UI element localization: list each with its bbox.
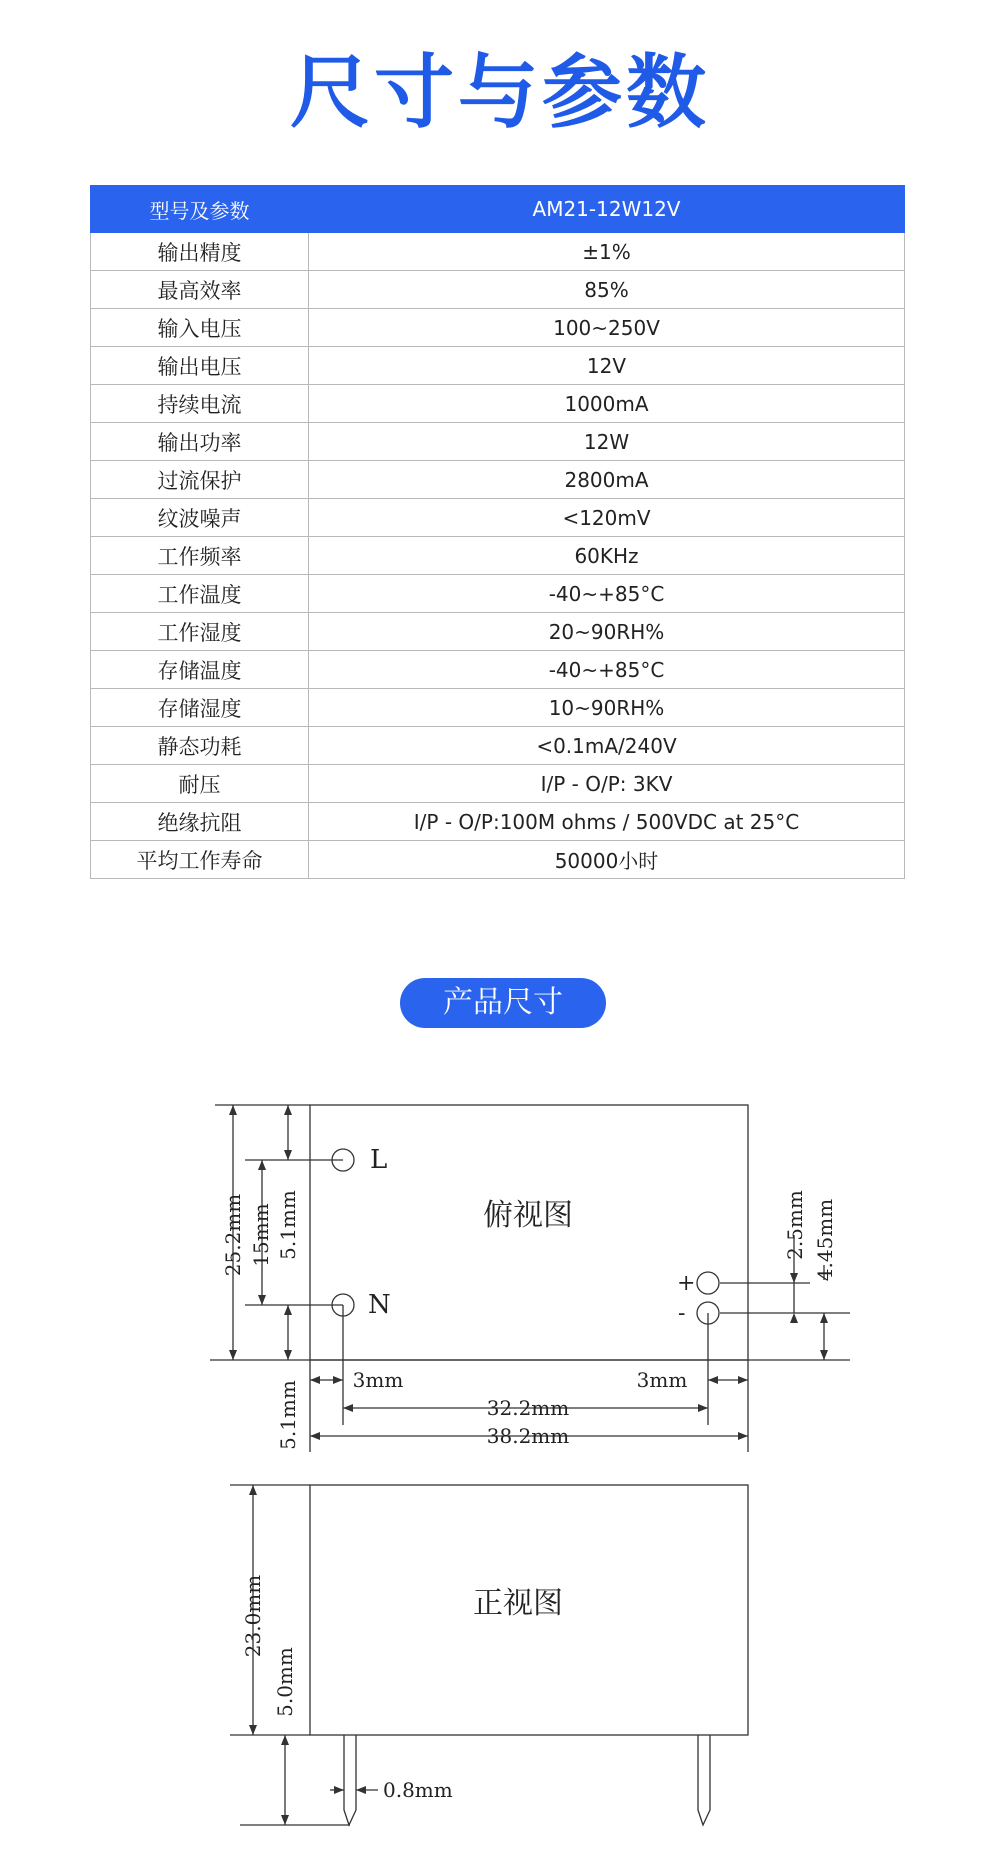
table-row [91,613,905,651]
table-row [91,423,905,461]
param-name: 存储湿度 [91,689,309,727]
dim-2-5: 2.5mm [783,1190,807,1260]
param-value: I/P - O/P:100M ohms / 500VDC at 25°C [309,803,905,841]
dim-5-1-top: 5.1mm [276,1190,300,1260]
param-name: 工作温度 [91,575,309,613]
param-name: 输入电压 [91,309,309,347]
page-title: 尺寸与参数 [290,46,710,139]
table-row [91,575,905,613]
param-value: ±1% [309,233,905,271]
param-name: 工作频率 [91,537,309,575]
param-value: 85% [309,271,905,309]
table-row [91,841,905,879]
pin-plus-label: + [677,1271,696,1296]
table-row [91,499,905,537]
param-value: 12V [309,347,905,385]
dim-15: 15mm [249,1203,273,1267]
param-name: 静态功耗 [91,727,309,765]
param-name: 持续电流 [91,385,309,423]
table-row [91,765,905,803]
param-value: 50000小时 [309,841,905,879]
table-row [91,727,905,765]
param-value: I/P - O/P: 3KV [309,765,905,803]
param-name: 输出精度 [91,233,309,271]
param-value: 12W [309,423,905,461]
table-row [91,461,905,499]
param-name: 过流保护 [91,461,309,499]
spec-table [90,185,905,879]
param-name: 纹波噪声 [91,499,309,537]
pin-L-label: L [370,1145,388,1175]
table-row [91,651,905,689]
param-value: 1000mA [309,385,905,423]
dim-32-2: 32.2mm [486,1396,570,1420]
top-view-label: 俯视图 [483,1198,573,1233]
dim-0-8: 0.8mm [383,1778,453,1802]
dim-38-2: 38.2mm [486,1424,570,1448]
param-value: <0.1mA/240V [309,727,905,765]
header-model: AM21-12W12V [309,186,905,233]
param-value: -40~+85°C [309,651,905,689]
header-param: 型号及参数 [91,186,309,233]
table-row [91,347,905,385]
dim-5-0: 5.0mm [273,1647,297,1717]
param-name: 输出电压 [91,347,309,385]
param-value: 60KHz [309,537,905,575]
table-row [91,233,905,271]
table-row [91,689,905,727]
dim-23-0: 23.0mm [241,1574,265,1658]
param-name: 平均工作寿命 [91,841,309,879]
param-name: 存储温度 [91,651,309,689]
dim-3-right: 3mm [636,1368,688,1392]
front-view-label: 正视图 [473,1586,563,1621]
dim-25-2: 25.2mm [221,1193,245,1277]
param-value: 100~250V [309,309,905,347]
pin-minus-label: - [678,1301,686,1326]
pin-N-label: N [368,1290,391,1320]
dimension-drawing [0,1060,1000,1860]
table-row [91,537,905,575]
table-header-row [91,186,905,233]
dim-4-45: 4.45mm [813,1198,837,1282]
param-name: 最高效率 [91,271,309,309]
table-row [91,803,905,841]
param-name: 绝缘抗阻 [91,803,309,841]
param-value: <120mV [309,499,905,537]
param-value: 2800mA [309,461,905,499]
dim-5-1-bottom: 5.1mm [276,1380,300,1450]
dim-3-left: 3mm [352,1368,404,1392]
param-value: 20~90RH% [309,613,905,651]
section-pill: 产品尺寸 [400,978,606,1028]
table-row [91,385,905,423]
param-value: -40~+85°C [309,575,905,613]
param-name: 输出功率 [91,423,309,461]
param-value: 10~90RH% [309,689,905,727]
table-row [91,309,905,347]
param-name: 耐压 [91,765,309,803]
param-name: 工作湿度 [91,613,309,651]
table-row [91,271,905,309]
